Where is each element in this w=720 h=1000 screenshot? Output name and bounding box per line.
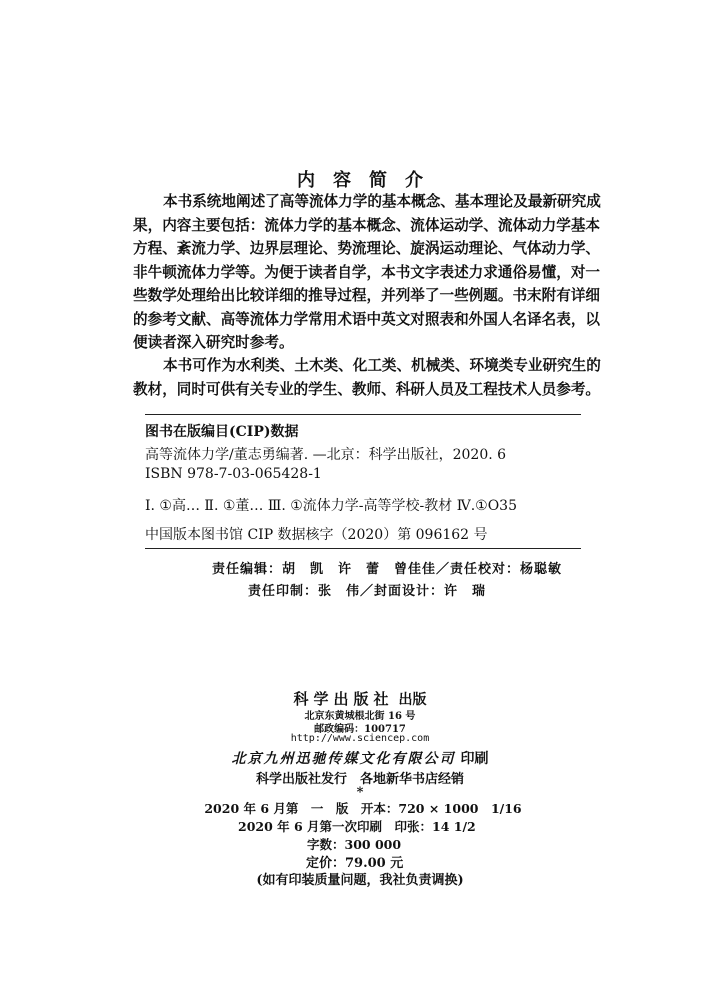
summary-line: 非牛顿流体力学等。为便于读者自学，本书文字表述力求通俗易懂，对一 [133, 263, 601, 281]
publisher-postcode: 邮政编码：100717 [314, 724, 406, 735]
printer-suffix: 印刷 [460, 751, 489, 767]
cip-top-rule [145, 414, 581, 415]
cip-isbn: ISBN 978-7-03-065428-1 [145, 466, 322, 482]
publisher-website: http://www.sciencep.com [290, 733, 430, 744]
cip-heading: 图书在版编目(CIP)数据 [145, 424, 299, 440]
edition-line: 2020 年 6 月第 一 版 开本：720 × 1000 1/16 [204, 801, 522, 816]
distribution-line: 科学出版社发行 各地新华书店经销 [255, 772, 464, 787]
summary-line: 教材，同时可供有关专业的学生、教师、科研人员及工程技术人员参考。 [133, 380, 601, 398]
summary-line: 本书系统地阐述了高等流体力学的基本概念、基本理论及最新研究成 [163, 193, 601, 210]
quality-notice: (如有印装质量问题，我社负责调换) [256, 873, 464, 888]
cip-bibliographic-line: 高等流体力学/董志勇编著. —北京：科学出版社，2020. 6 [145, 447, 507, 463]
summary-line: 本书可作为水利类、土木类、化工类、机械类、环境类专业研究生的 [163, 357, 601, 374]
summary-line: 果，内容主要包括：流体力学的基本概念、流体运动学、流体动力学基本 [133, 216, 601, 234]
credits-production: 责任印制：张 伟／封面设计：许 瑞 [248, 584, 487, 599]
separator-star: * [356, 785, 364, 800]
cip-classification: Ⅰ. ①高… Ⅱ. ①董… Ⅲ. ①流体力学-高等学校-教材 Ⅳ.①O35 [145, 498, 517, 514]
summary-title: 内容简介 [297, 170, 441, 191]
summary-line: 方程、紊流力学、边界层理论、势流理论、旋涡运动理论、气体动力学、 [133, 240, 601, 257]
publisher-address: 北京东黄城根北街 16 号 [304, 711, 416, 722]
publisher-name: 科学出版社 [293, 690, 394, 708]
cip-bottom-rule [145, 548, 581, 549]
publisher-suffix: 出版 [398, 692, 427, 708]
printing-line: 2020 年 6 月第一次印刷 印张：14 1/2 [238, 819, 476, 834]
price: 定价：79.00 元 [306, 856, 404, 871]
summary-paragraph-1 [133, 190, 601, 355]
summary-paragraph-2 [133, 354, 601, 401]
word-count: 字数：300 000 [307, 837, 402, 852]
credits-editors: 责任编辑：胡 凯 许 蕾 曾佳佳／责任校对：杨聪敏 [212, 562, 563, 577]
publisher-line [0, 688, 720, 709]
summary-line: 些数学处理给出比较详细的推导过程，并列举了一些例题。书末附有详细 [133, 287, 601, 304]
printer-line [0, 748, 720, 768]
printer-name: 北京九州迅驰传媒文化有限公司 [231, 751, 456, 767]
cip-number: 中国版本图书馆 CIP 数据核字（2020）第 096162 号 [145, 527, 488, 543]
summary-line: 便读者深入研究时参考。 [133, 334, 294, 351]
summary-line: 的参考文献、高等流体力学常用术语中英文对照表和外国人名译名表，以 [133, 310, 601, 328]
